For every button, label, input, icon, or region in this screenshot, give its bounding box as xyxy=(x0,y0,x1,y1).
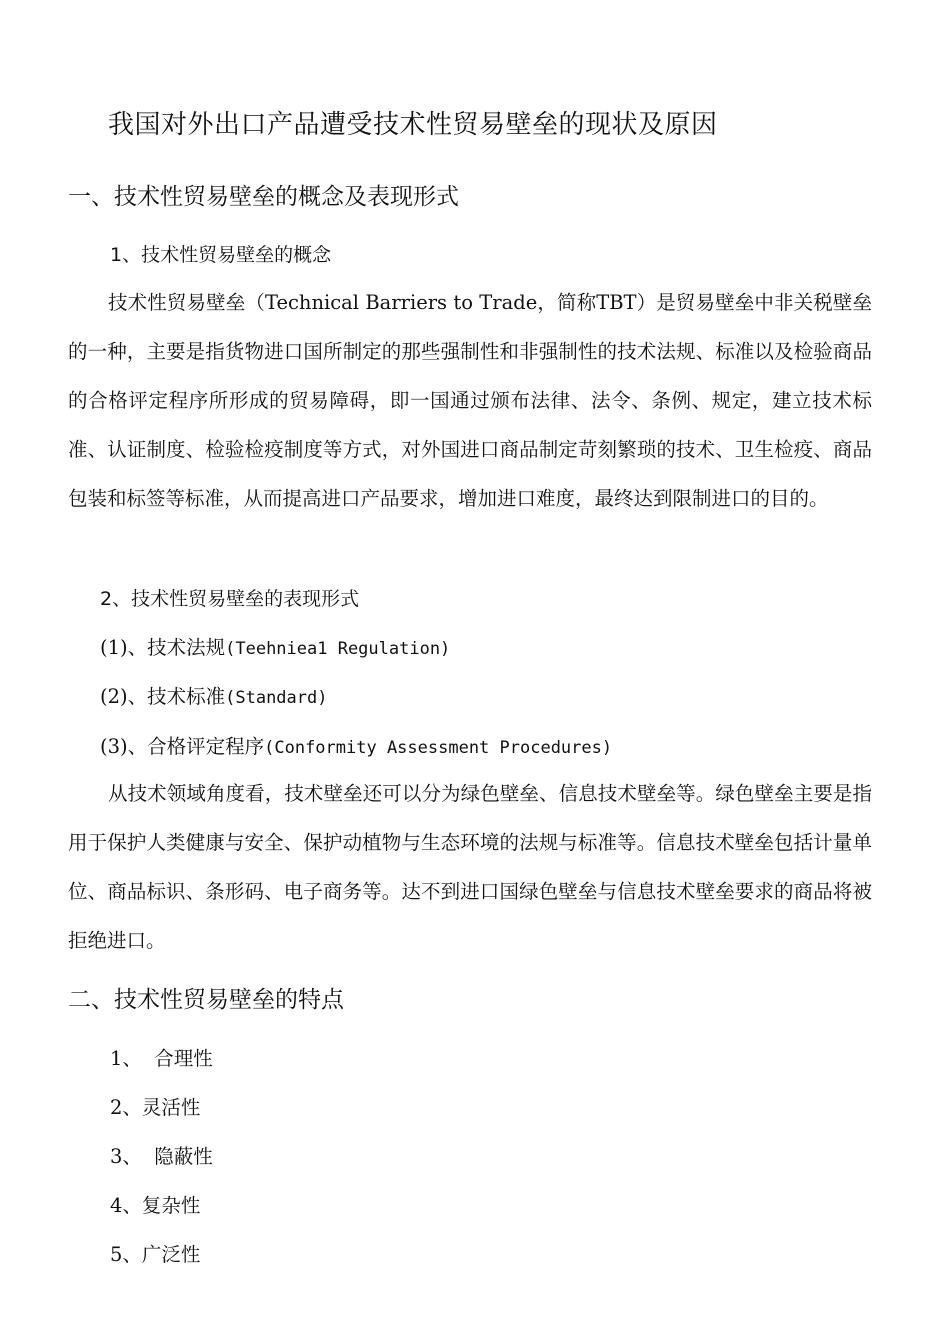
subsection-1-2-heading: 2、技术性贸易壁垒的表现形式 xyxy=(100,588,360,610)
feature-item-5: 5、广泛性 xyxy=(110,1243,201,1266)
form-item-1 xyxy=(100,632,450,660)
document-title: 我国对外出口产品遭受技术性贸易壁垒的现状及原因 xyxy=(108,110,718,140)
section-2-heading: 二、技术性贸易壁垒的特点 xyxy=(68,987,344,1013)
form-item-3 xyxy=(100,731,612,759)
classification-paragraph: 从技术领域角度看，技术壁垒还可以分为绿色壁垒、信息技术壁垒等。绿色壁垒主要是指用于保护人类健康与安全、保护动植物与生态环境的法规与标准等。信息技术壁垒包括计量单位、商品标识、条形码、电子商务等。达不到进口国绿色壁垒与信息技术壁垒要求的商品将被拒绝进口。 xyxy=(68,782,872,952)
feature-item-2: 2、灵活性 xyxy=(110,1096,201,1119)
form-item-3-label: (3)、合格评定程序 xyxy=(100,735,265,758)
section-1-heading: 一、技术性贸易壁垒的概念及表现形式 xyxy=(68,184,459,210)
subsection-1-1-heading: 1、技术性贸易壁垒的概念 xyxy=(110,244,332,266)
feature-item-4: 4、复杂性 xyxy=(110,1194,201,1217)
form-item-2-label: (2)、技术标准 xyxy=(100,685,226,708)
form-item-1-label: (1)、技术法规 xyxy=(100,636,226,659)
feature-item-3: 3、 隐蔽性 xyxy=(110,1145,213,1168)
form-item-2-english: (Standard) xyxy=(225,688,328,708)
concept-paragraph: 技术性贸易壁垒（Technical Barriers to Trade，简称TBT）是贸易壁垒中非关税壁垒的一种，主要是指货物进口国所制定的那些强制性和非强制性的技术法规、标准以及检验商品的合格评定程序所形成的贸易障碍，即一国通过颁布法律、法令、条例、规定，建立技术标准、认证制度、检验检疫制度等方式，对外国进口商品制定苛刻繁琐的技术、卫生检疫、商品包装和标签等标准，从而提高进口产品要求，增加进口难度，最终达到限制进口的目的。 xyxy=(68,291,872,510)
form-item-1-english: (Teehniea1 Regulation) xyxy=(225,639,451,659)
feature-item-1: 1、 合理性 xyxy=(110,1047,213,1070)
form-item-3-english: (Conformity Assessment Procedures) xyxy=(264,738,613,758)
form-item-2 xyxy=(100,681,327,709)
